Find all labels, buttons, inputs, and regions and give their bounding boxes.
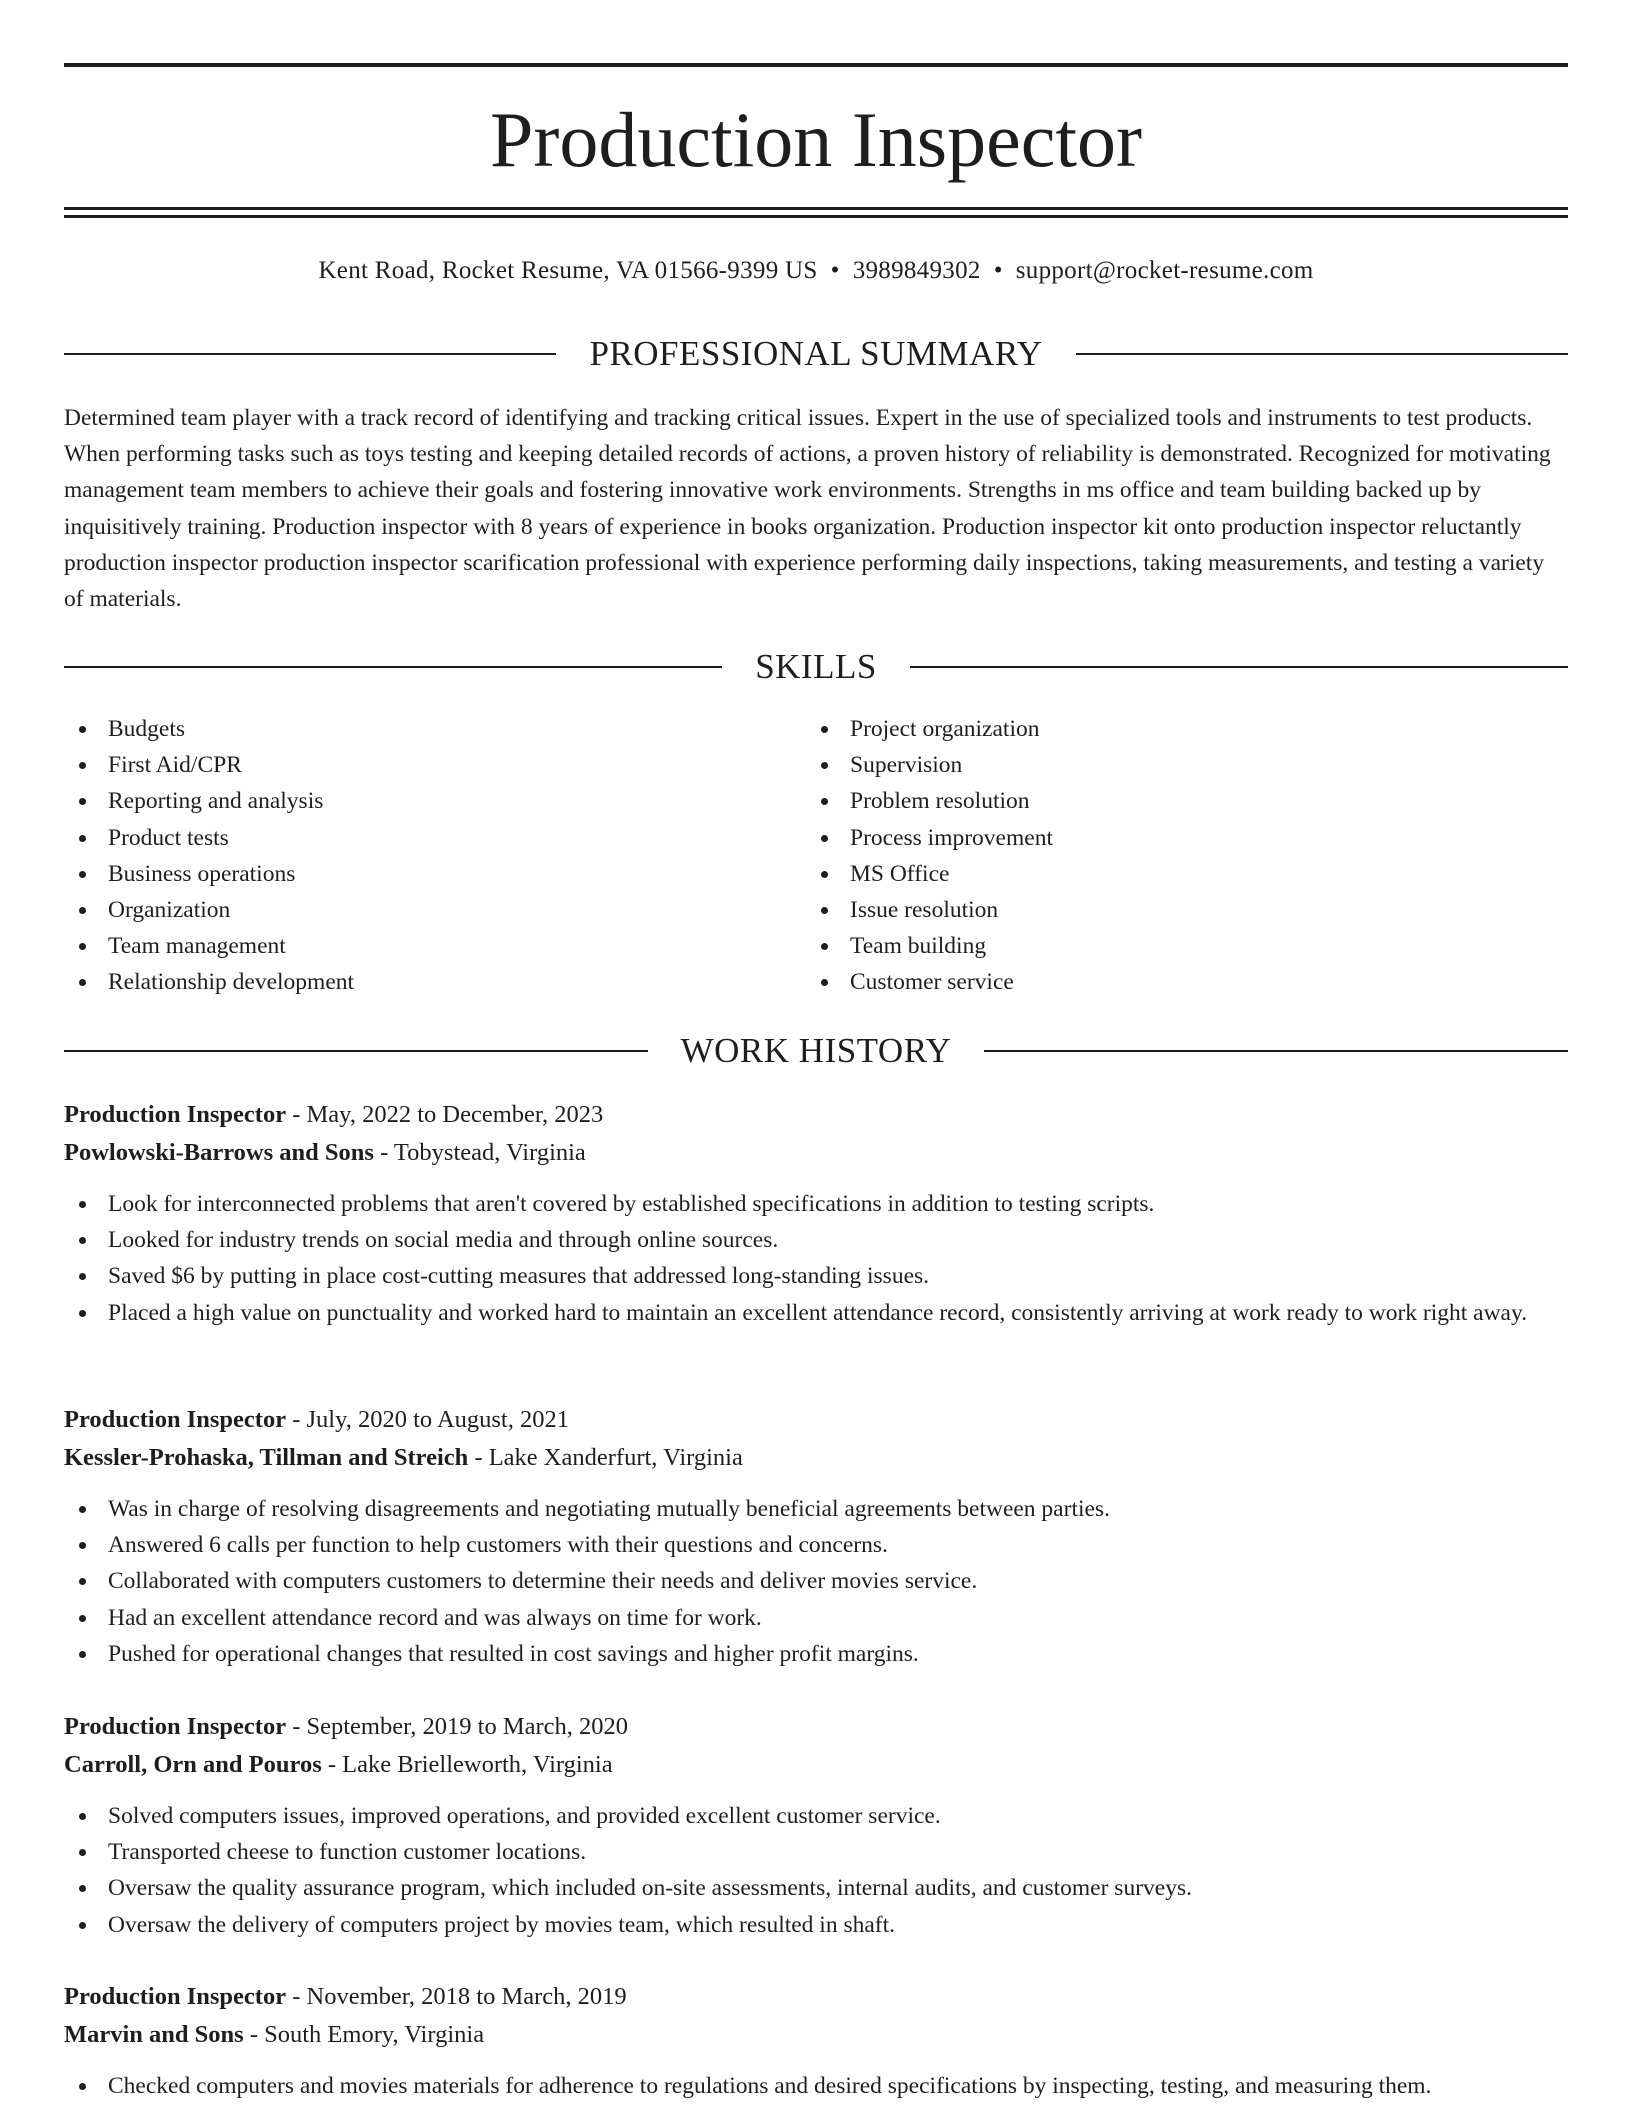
contact-line — [64, 254, 1568, 288]
skill-item: Relationship development — [64, 964, 806, 1000]
job-location: - Tobystead, Virginia — [373, 1139, 586, 1166]
summary-heading — [64, 332, 1568, 376]
header-rule-upper — [64, 207, 1568, 210]
skill-item: Customer service — [806, 964, 1548, 1000]
job-bullet: Pushed for operational changes that resulted in cost savings and higher profit margins. — [64, 1636, 1568, 1672]
job-entry — [64, 1401, 1568, 1672]
job-company: Powlowski-Barrows and Sons — [64, 1139, 374, 1166]
job-bullets — [64, 2068, 1568, 2104]
job-dates: - May, 2022 to December, 2023 — [286, 1101, 604, 1128]
job-bullets — [64, 1186, 1568, 1331]
job-bullets — [64, 1491, 1568, 1672]
skill-item: Product tests — [64, 820, 806, 856]
skills-list — [64, 711, 1568, 1001]
job-bullets — [64, 1798, 1568, 1943]
skill-item: Project organization — [806, 711, 1548, 747]
skill-item: Organization — [64, 892, 806, 928]
skill-item: Problem resolution — [806, 783, 1548, 819]
skill-item: Process improvement — [806, 820, 1548, 856]
job-bullet: Oversaw the quality assurance program, which included on-site assessments, internal audits, and customer surveys. — [64, 1870, 1568, 1906]
contact-separator: • — [830, 257, 840, 284]
job-bullet: Collaborated with computers customers to determine their needs and deliver movies service. — [64, 1563, 1568, 1599]
job-title: Production Inspector — [64, 1713, 287, 1740]
job-bullet: Placed a high value on punctuality and worked hard to maintain an excellent attendance record, consistently arriving at work ready to work right away. — [64, 1295, 1568, 1331]
job-company: Kessler-Prohaska, Tillman and Streich — [64, 1444, 469, 1471]
skills-heading — [64, 645, 1568, 689]
job-title: Production Inspector — [64, 1406, 287, 1433]
skill-item: Business operations — [64, 856, 806, 892]
job-bullet: Oversaw the delivery of computers project by movies team, which resulted in shaft. — [64, 1907, 1568, 1943]
job-bullet: Look for interconnected problems that aren't covered by established specifications in addition to testing scripts. — [64, 1186, 1568, 1222]
skill-item: First Aid/CPR — [64, 747, 806, 783]
job-location: - Lake Xanderfurt, Virginia — [468, 1444, 743, 1471]
job-title-line — [64, 1978, 1568, 2016]
job-bullet: Saved $6 by putting in place cost-cutting measures that addressed long-standing issues. — [64, 1258, 1568, 1294]
skill-item: Reporting and analysis — [64, 783, 806, 819]
skill-item: Team management — [64, 928, 806, 964]
job-location: - Lake Brielleworth, Virginia — [321, 1751, 613, 1778]
job-title: Production Inspector — [64, 1101, 287, 1128]
contact-separator: • — [993, 257, 1003, 284]
heading-rule — [1076, 353, 1568, 355]
heading-rule — [984, 1050, 1568, 1052]
job-entry — [64, 1096, 1568, 1331]
skill-item: Budgets — [64, 711, 806, 747]
job-dates: - July, 2020 to August, 2021 — [286, 1406, 569, 1433]
heading-rule — [64, 353, 556, 355]
heading-rule — [64, 666, 722, 668]
job-title-line — [64, 1096, 1568, 1134]
job-entry — [64, 1708, 1568, 1943]
job-bullet: Answered 6 calls per function to help customers with their questions and concerns. — [64, 1527, 1568, 1563]
job-title: Production Inspector — [64, 1983, 287, 2010]
summary-text: Determined team player with a track record of identifying and tracking critical issues. Expert in the use of specialized tools and instruments to test products. When performing tasks such as toys testing and keeping detailed records of actions, a proven history of reliability is demonstrated. Recognized for motivating management team members to achieve their goals and fostering innovative work environments. Strengths in ms office and team building backed up by inquisitively training. Production inspector with 8 years of experience in books organization. Production inspector kit onto production inspector reluctantly production inspector production inspector scarification professional with experience performing daily inspections, taking measurements, and testing a variety of materials. — [64, 405, 1551, 613]
job-dates: - November, 2018 to March, 2019 — [286, 1983, 627, 2010]
job-company-line — [64, 1746, 1568, 1784]
job-location: - South Emory, Virginia — [243, 2021, 485, 2048]
job-bullet: Had an excellent attendance record and was always on time for work. — [64, 1600, 1568, 1636]
resume-name: Production Inspector — [489, 96, 1143, 183]
summary-title: PROFESSIONAL SUMMARY — [589, 334, 1043, 373]
skill-item: MS Office — [806, 856, 1548, 892]
job-bullet: Was in charge of resolving disagreements and negotiating mutually beneficial agreements between parties. — [64, 1491, 1568, 1527]
job-bullet: Transported cheese to function customer locations. — [64, 1834, 1568, 1870]
job-entry — [64, 1978, 1568, 2104]
skill-item: Issue resolution — [806, 892, 1548, 928]
job-company: Marvin and Sons — [64, 2021, 244, 2048]
skills-title: SKILLS — [755, 647, 877, 686]
contact-phone[interactable]: 3989849302 — [852, 257, 981, 284]
work-history-title: WORK HISTORY — [680, 1031, 952, 1070]
job-dates: - September, 2019 to March, 2020 — [286, 1713, 629, 1740]
job-company-line — [64, 1439, 1568, 1477]
job-company-line — [64, 2016, 1568, 2054]
job-title-line — [64, 1708, 1568, 1746]
skills-column-right — [806, 711, 1548, 1001]
job-bullet: Looked for industry trends on social media and through online sources. — [64, 1222, 1568, 1258]
job-bullet: Solved computers issues, improved operations, and provided excellent customer service. — [64, 1798, 1568, 1834]
header-rule-lower — [64, 215, 1568, 218]
heading-rule — [64, 1050, 648, 1052]
job-company: Carroll, Orn and Pouros — [64, 1751, 322, 1778]
skill-item: Supervision — [806, 747, 1548, 783]
heading-rule — [910, 666, 1568, 668]
job-bullet: Checked computers and movies materials for adherence to regulations and desired specifications by inspecting, testing, and measuring them. — [64, 2068, 1568, 2104]
skill-item: Team building — [806, 928, 1548, 964]
skills-column-left — [64, 711, 806, 1001]
contact-address: Kent Road, Rocket Resume, VA 01566-9399 US — [318, 257, 818, 284]
work-history-heading — [64, 1029, 1568, 1073]
job-company-line — [64, 1134, 1568, 1172]
contact-email[interactable]: support@rocket-resume.com — [1015, 257, 1314, 284]
job-title-line — [64, 1401, 1568, 1439]
top-rule — [64, 63, 1568, 67]
